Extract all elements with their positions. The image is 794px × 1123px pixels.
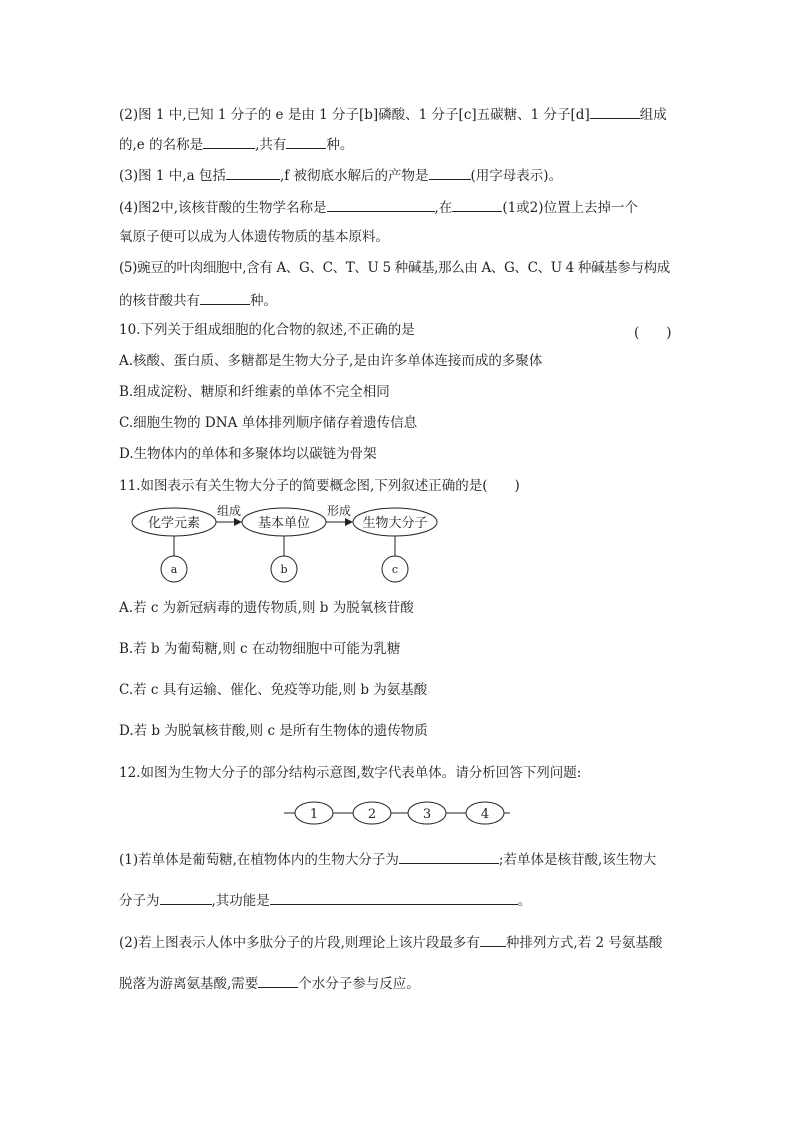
answer-blank[interactable] bbox=[226, 165, 280, 180]
q12-part2-line1: (2)若上图表示人体中多肽分子的片段,则理论上该片段最多有 种排列方式,若 2 号氨基酸 bbox=[119, 932, 662, 952]
q11-stem: 11.如图表示有关生物大分子的简要概念图,下列叙述正确的是( ) bbox=[119, 478, 520, 494]
q12-part1-line1: (1)若单体是葡萄糖,在植物体内的生物大分子为 ;若单体是核苷酸,该生物大 bbox=[119, 849, 656, 869]
monomer-4-label: 4 bbox=[480, 807, 490, 822]
q11-option-a[interactable]: A.若 c 为新冠病毒的遗传物质,则 b 为脱氧核苷酸 bbox=[119, 600, 414, 616]
answer-blank[interactable] bbox=[200, 290, 250, 305]
q10-option-d[interactable]: D.生物体内的单体和多聚体均以碳链为骨架 bbox=[119, 446, 377, 462]
answer-blank[interactable] bbox=[203, 134, 255, 149]
arrow-form-label: 形成 bbox=[326, 504, 352, 518]
circle-b-label: b bbox=[280, 563, 288, 576]
answer-blank[interactable] bbox=[590, 104, 640, 119]
node-elements-label: 化学元素 bbox=[147, 516, 201, 531]
answer-blank[interactable] bbox=[286, 134, 326, 149]
answer-blank[interactable] bbox=[429, 165, 471, 180]
circle-a-label: a bbox=[170, 563, 178, 576]
answer-blank[interactable] bbox=[480, 932, 506, 947]
q9-part5-line1: (5)豌豆的叶肉细胞中,含有 A、G、C、T、U 5 种碱基,那么由 A、G、C、U 4 种碱基参与构成 bbox=[119, 260, 670, 276]
polymer-chain-diagram bbox=[282, 800, 512, 826]
q12-part1-line2: 分子为 ,其功能是 。 bbox=[119, 890, 531, 910]
circle-c-label: c bbox=[391, 563, 399, 576]
q10-stem: 10.下列关于组成细胞的化合物的叙述,不正确的是 bbox=[119, 322, 415, 338]
q11-option-d[interactable]: D.若 b 为脱氧核苷酸,则 c 是所有生物体的遗传物质 bbox=[119, 723, 428, 739]
q10-answer-paren[interactable]: ( ) bbox=[634, 325, 672, 341]
monomer-3-label: 3 bbox=[422, 807, 432, 822]
q10-option-b[interactable]: B.组成淀粉、糖原和纤维素的单体不完全相同 bbox=[119, 384, 390, 400]
answer-blank[interactable] bbox=[160, 890, 212, 905]
q9-part2-line1: (2)图 1 中,已知 1 分子的 e 是由 1 分子[b]磷酸、1 分子[c]五碳糖、1 分子[d] 组成 bbox=[119, 104, 667, 124]
q10-option-c[interactable]: C.细胞生物的 DNA 单体排列顺序储存着遗传信息 bbox=[119, 415, 418, 431]
node-basic-unit-label: 基本单位 bbox=[257, 516, 311, 531]
q9-part3: (3)图 1 中,a 包括 ,f 被彻底水解后的产物是 (用字母表示)。 bbox=[119, 165, 562, 185]
q9-part4-line2: 氧原子便可以成为人体遗传物质的基本原料。 bbox=[119, 229, 389, 245]
q9-part5-line2: 的核苷酸共有 种。 bbox=[119, 290, 277, 310]
q11-option-b[interactable]: B.若 b 为葡萄糖,则 c 在动物细胞中可能为乳糖 bbox=[119, 641, 401, 657]
arrow-compose-label: 组成 bbox=[216, 504, 242, 518]
node-macromolecule-label: 生物大分子 bbox=[362, 516, 428, 531]
q12-stem: 12.如图为生物大分子的部分结构示意图,数字代表单体。请分析回答下列问题: bbox=[119, 765, 582, 781]
q10-option-a[interactable]: A.核酸、蛋白质、多糖都是生物大分子,是由许多单体连接而成的多聚体 bbox=[119, 353, 543, 369]
monomer-2-label: 2 bbox=[367, 807, 377, 822]
concept-diagram bbox=[120, 498, 450, 590]
monomer-1-label: 1 bbox=[309, 807, 319, 822]
answer-blank[interactable] bbox=[258, 973, 298, 988]
q12-part2-line2: 脱落为游离氨基酸,需要 个水分子参与反应。 bbox=[119, 973, 420, 993]
q11-option-c[interactable]: C.若 c 具有运输、催化、免疫等功能,则 b 为氨基酸 bbox=[119, 682, 428, 698]
q9-part2-line2: 的,e 的名称是 ,共有 种。 bbox=[119, 134, 353, 154]
answer-blank[interactable] bbox=[327, 197, 435, 212]
q9-part4-line1: (4)图2中,该核苷酸的生物学名称是 ,在 (1或2)位置上去掉一个 bbox=[119, 197, 638, 217]
answer-blank[interactable] bbox=[399, 849, 499, 864]
answer-blank[interactable] bbox=[270, 890, 518, 905]
answer-blank[interactable] bbox=[452, 197, 502, 212]
